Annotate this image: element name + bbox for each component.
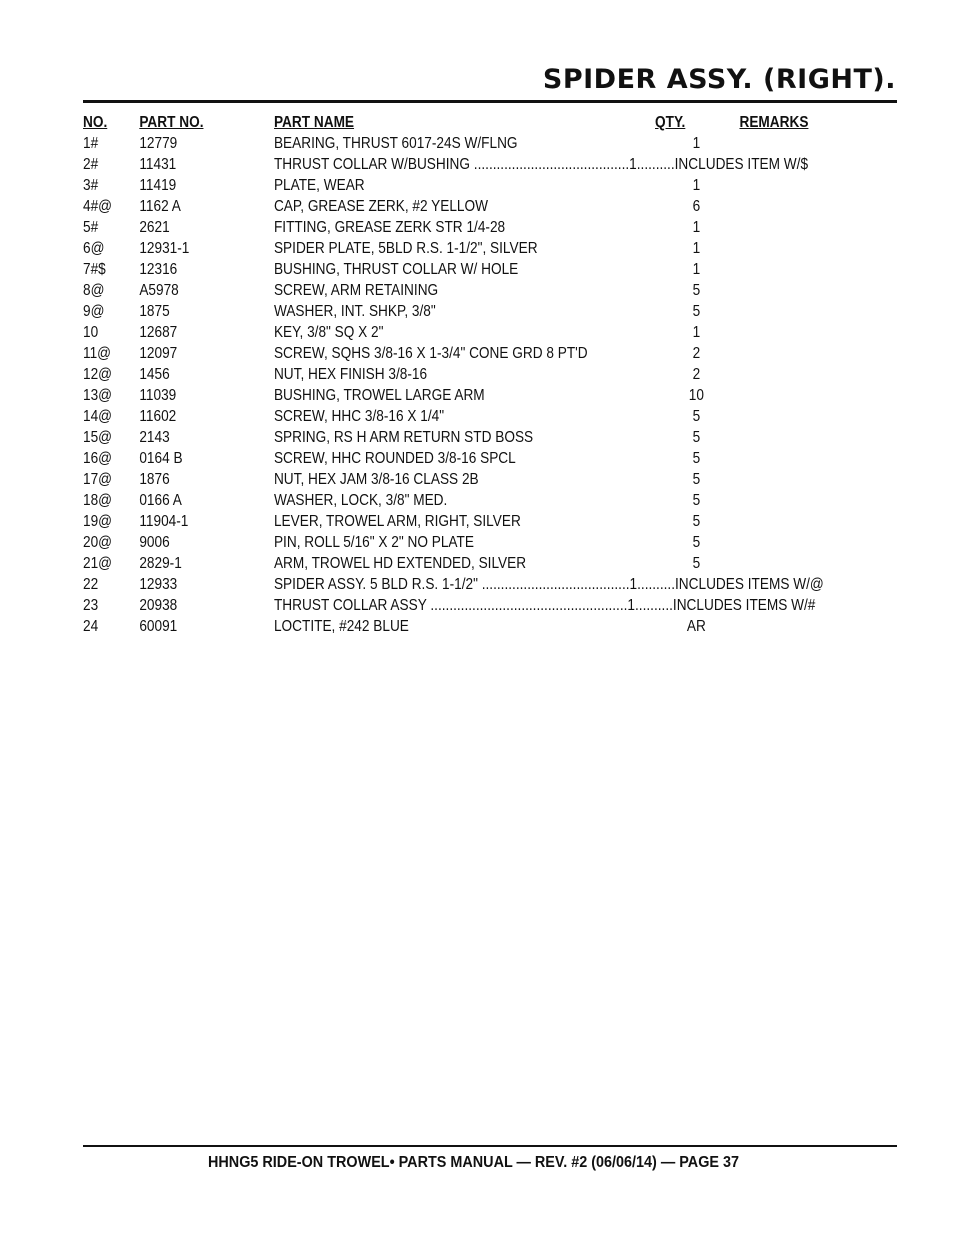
item-number: 8@ — [83, 282, 105, 299]
part-number: 2621 — [139, 219, 170, 236]
table-row — [83, 343, 903, 364]
quantity: 5 — [692, 555, 701, 572]
part-name: CAP, GREASE ZERK, #2 YELLOW — [273, 198, 488, 215]
part-number: 12933 — [139, 576, 178, 593]
item-number: 21@ — [83, 555, 113, 572]
part-number: 0164 B — [139, 450, 183, 467]
table-row — [83, 595, 903, 616]
part-number: 1875 — [139, 303, 170, 320]
table-row — [83, 448, 903, 469]
table-row — [83, 217, 903, 238]
part-number: 1876 — [139, 471, 170, 488]
part-number: 9006 — [139, 534, 170, 551]
part-number: 11904-1 — [139, 513, 189, 530]
quantity: 5 — [692, 282, 701, 299]
table-row — [83, 490, 903, 511]
part-name: WASHER, LOCK, 3/8" MED. — [273, 492, 448, 509]
part-name: BEARING, THRUST 6017-24S W/FLNG — [273, 135, 518, 152]
part-number: 2829-1 — [139, 555, 182, 572]
table-row — [83, 238, 903, 259]
part-name: WASHER, INT. SHKP, 3/8" — [273, 303, 436, 320]
part-number: A5978 — [139, 282, 179, 299]
part-number: 12779 — [139, 135, 178, 152]
part-number: 11419 — [139, 177, 177, 194]
part-number: 1162 A — [139, 198, 181, 215]
table-row — [83, 364, 903, 385]
item-number: 17@ — [83, 471, 113, 488]
item-number: 15@ — [83, 429, 113, 446]
part-name: ARM, TROWEL HD EXTENDED, SILVER — [273, 555, 527, 572]
quantity: 1 — [692, 219, 701, 236]
part-name: LOCTITE, #242 BLUE — [273, 618, 409, 635]
item-number: 2# — [83, 156, 99, 173]
part-name: THRUST COLLAR ASSY ....................................................1..........INCLUDES ITEMS W/# — [273, 597, 816, 614]
table-row — [83, 406, 903, 427]
item-number: 20@ — [83, 534, 113, 551]
item-number: 16@ — [83, 450, 113, 467]
part-name: THRUST COLLAR W/BUSHING .........................................1..........INCLUDES ITEM W/$ — [273, 156, 809, 173]
part-number: 12097 — [139, 345, 178, 362]
header-part-no: PART NO. — [139, 114, 204, 131]
item-number: 22 — [83, 576, 99, 593]
item-number: 4#@ — [83, 198, 113, 215]
part-name: PLATE, WEAR — [273, 177, 365, 194]
quantity: 5 — [692, 303, 701, 320]
part-name: KEY, 3/8" SQ X 2" — [273, 324, 384, 341]
quantity: 5 — [692, 471, 701, 488]
table-row — [83, 616, 903, 637]
part-name: SPRING, RS H ARM RETURN STD BOSS — [273, 429, 534, 446]
item-number: 9@ — [83, 303, 105, 320]
item-number: 23 — [83, 597, 99, 614]
header-part-name: PART NAME — [273, 114, 355, 131]
table-row — [83, 175, 903, 196]
table-row — [83, 385, 903, 406]
footer-rule — [83, 1145, 897, 1147]
page-title: SPIDER ASSY. (RIGHT). — [542, 64, 896, 95]
part-name: SPIDER PLATE, 5BLD R.S. 1-1/2", SILVER — [273, 240, 538, 257]
item-number: 14@ — [83, 408, 113, 425]
quantity: 2 — [692, 366, 701, 383]
table-row — [83, 259, 903, 280]
table-row — [83, 511, 903, 532]
item-number: 7#$ — [83, 261, 106, 278]
item-number: 10 — [83, 324, 99, 341]
quantity: 1 — [692, 177, 701, 194]
table-row — [83, 322, 903, 343]
part-name: SPIDER ASSY. 5 BLD R.S. 1-1/2" .......................................1..........INCLUDES ITEMS W/@ — [273, 576, 824, 593]
part-name: SCREW, ARM RETAINING — [273, 282, 439, 299]
quantity: 5 — [692, 408, 701, 425]
quantity: 5 — [692, 513, 701, 530]
part-name: SCREW, HHC ROUNDED 3/8-16 SPCL — [273, 450, 516, 467]
table-row — [83, 532, 903, 553]
item-number: 3# — [83, 177, 99, 194]
table-row — [83, 427, 903, 448]
header-qty: QTY. — [655, 114, 686, 131]
part-number: 11602 — [139, 408, 177, 425]
quantity: 6 — [692, 198, 701, 215]
item-number: 11@ — [83, 345, 112, 362]
quantity: 2 — [692, 345, 701, 362]
part-number: 11431 — [139, 156, 177, 173]
parts-table — [83, 112, 903, 637]
item-number: 12@ — [83, 366, 113, 383]
part-name: BUSHING, THRUST COLLAR W/ HOLE — [273, 261, 519, 278]
part-number: 12687 — [139, 324, 178, 341]
part-name: BUSHING, TROWEL LARGE ARM — [273, 387, 485, 404]
part-number: 20938 — [139, 597, 178, 614]
header-no: NO. — [83, 114, 108, 131]
quantity: 10 — [688, 387, 704, 404]
part-name: LEVER, TROWEL ARM, RIGHT, SILVER — [273, 513, 521, 530]
quantity: AR — [686, 618, 706, 635]
item-number: 6@ — [83, 240, 105, 257]
table-row — [83, 301, 903, 322]
table-row — [83, 553, 903, 574]
table-row — [83, 133, 903, 154]
part-number: 2143 — [139, 429, 170, 446]
table-row — [83, 196, 903, 217]
part-number: 60091 — [139, 618, 178, 635]
table-header — [83, 112, 903, 133]
header-rule — [83, 100, 897, 103]
part-number: 11039 — [139, 387, 177, 404]
item-number: 5# — [83, 219, 99, 236]
header-remarks: REMARKS — [739, 114, 809, 131]
part-name: PIN, ROLL 5/16" X 2" NO PLATE — [273, 534, 474, 551]
table-row — [83, 469, 903, 490]
page-footer: HHNG5 RIDE-ON TROWEL• PARTS MANUAL — REV. #2 (06/06/14) — PAGE 37 — [208, 1154, 740, 1171]
quantity: 5 — [692, 534, 701, 551]
quantity: 1 — [692, 135, 701, 152]
quantity: 1 — [692, 324, 701, 341]
quantity: 5 — [692, 429, 701, 446]
item-number: 19@ — [83, 513, 113, 530]
part-number: 0166 A — [139, 492, 182, 509]
part-name: SCREW, HHC 3/8-16 X 1/4" — [273, 408, 445, 425]
quantity: 5 — [692, 492, 701, 509]
part-name: NUT, HEX JAM 3/8-16 CLASS 2B — [273, 471, 479, 488]
table-body — [83, 133, 903, 637]
quantity: 5 — [692, 450, 701, 467]
part-number: 12931-1 — [139, 240, 190, 257]
quantity: 1 — [692, 240, 701, 257]
table-row — [83, 574, 903, 595]
table-row — [83, 280, 903, 301]
item-number: 18@ — [83, 492, 113, 509]
quantity: 1 — [692, 261, 701, 278]
part-name: FITTING, GREASE ZERK STR 1/4-28 — [273, 219, 506, 236]
part-name: SCREW, SQHS 3/8-16 X 1-3/4" CONE GRD 8 PT'D — [273, 345, 588, 362]
item-number: 24 — [83, 618, 99, 635]
table-row — [83, 154, 903, 175]
part-number: 1456 — [139, 366, 170, 383]
part-name: NUT, HEX FINISH 3/8-16 — [273, 366, 428, 383]
item-number: 13@ — [83, 387, 113, 404]
item-number: 1# — [83, 135, 99, 152]
part-number: 12316 — [139, 261, 178, 278]
